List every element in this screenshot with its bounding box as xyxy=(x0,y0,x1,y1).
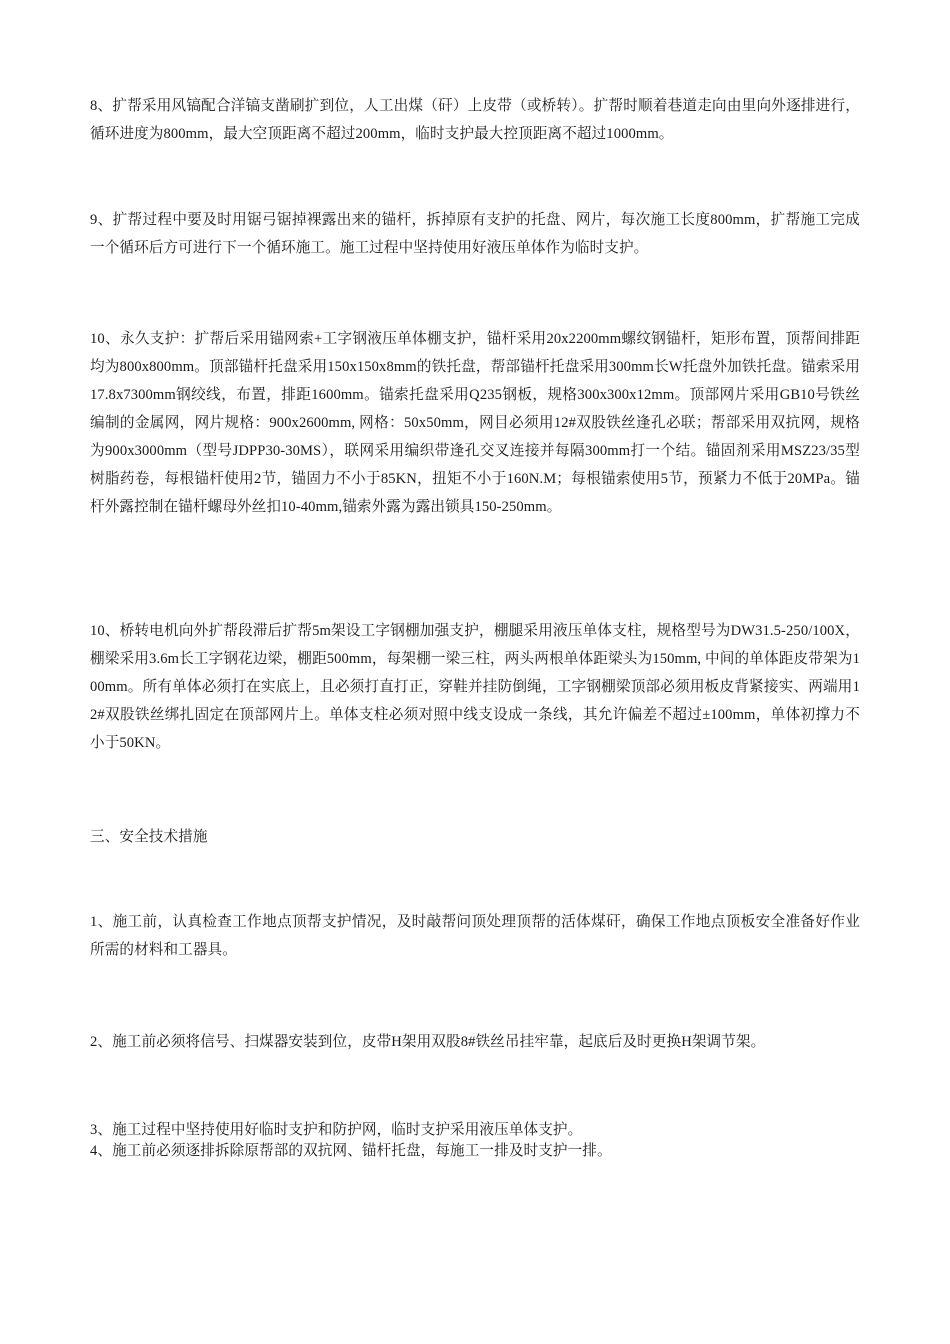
section-heading-safety-measures: 三、安全技术措施 xyxy=(90,829,208,845)
safety-item-2: 2、施工前必须将信号、扫煤器安装到位，皮带H架用双股8#铁丝吊挂牢靠，起底后及时更换H架调节架。 xyxy=(90,1034,766,1050)
paragraph-9-bolt-removal: 9、扩帮过程中要及时用锯弓锯掉裸露出来的锚杆，拆掉原有支护的托盘、网片，每次施工长度800mm，扩帮施工完成一个循环后方可进行下一个循环施工。施工过程中坚持使用好液压单体作为临时支护。 xyxy=(90,212,860,256)
safety-item-1: 1、施工前，认真检查工作地点顶帮支护情况，及时敲帮问顶处理顶帮的活体煤矸，确保工作地点顶板安全准备好作业所需的材料和工器具。 xyxy=(90,914,860,958)
safety-item-4: 4、施工前必须逐排拆除原帮部的双抗网、锚杆托盘，每施工一排及时支护一排。 xyxy=(90,1143,612,1159)
safety-item-3: 3、施工过程中坚持使用好临时支护和防护网，临时支护采用液压单体支护。 xyxy=(90,1122,583,1138)
paragraph-8-expansion-method: 8、扩帮采用风镐配合洋镐支凿刷扩到位，人工出煤（矸）上皮带（或桥转）。扩帮时顺着巷道走向由里向外逐排进行，循环进度为800mm，最大空顶距离不超过200mm，临时支护最大控顶距离不超过1000mm。 xyxy=(90,98,860,142)
paragraph-10-reinforcement-support: 10、桥转电机向外扩帮段滞后扩帮5m架设工字钢棚加强支护，棚腿采用液压单体支柱，规格型号为DW31.5-250/100X，棚梁采用3.6m长工字钢花边梁，棚距500mm，每架棚一梁三柱，两头两根单体距梁头为150mm, 中间的单体距皮带架为100mm。所有单体必须打在实底上，且必须打直打正，穿鞋并挂防倒绳，工字钢棚梁顶部必须用板皮背紧接实、两端用12#双股铁丝绑扎固定在顶部网片上。单体支柱必须对照中线支设成一条线，其允许偏差不超过±100mm，单体初撑力不小于50KN。 xyxy=(90,623,860,751)
paragraph-10-permanent-support: 10、永久支护：扩帮后采用锚网索+工字钢液压单体棚支护，锚杆采用20x2200mm螺纹钢锚杆，矩形布置，顶帮间排距均为800x800mm。顶部锚杆托盘采用150x150x8mm的铁托盘，帮部锚杆托盘采用300mm长W托盘外加铁托盘。锚索采用17.8x7300mm钢绞线，布置，排距1600mm。锚索托盘采用Q235钢板，规格300x300x12mm。顶部网片采用GB10号铁丝编制的金属网，网片规格：900x2600mm, 网格：50x50mm，网目必须用12#双股铁丝逢孔必联；帮部采用双抗网，规格为900x3000mm（型号JDPP30-30MS），联网采用编织带逢孔交叉连接并每隔300mm打一个结。锚固剂采用MSZ23/35型树脂药卷，每根锚杆使用2节，锚固力不小于85KN，扭矩不小于160N.M；每根锚索使用5节，预紧力不低于20MPa。锚杆外露控制在锚杆螺母外丝扣10-40mm,锚索外露为露出锁具150-250mm。 xyxy=(90,331,860,515)
